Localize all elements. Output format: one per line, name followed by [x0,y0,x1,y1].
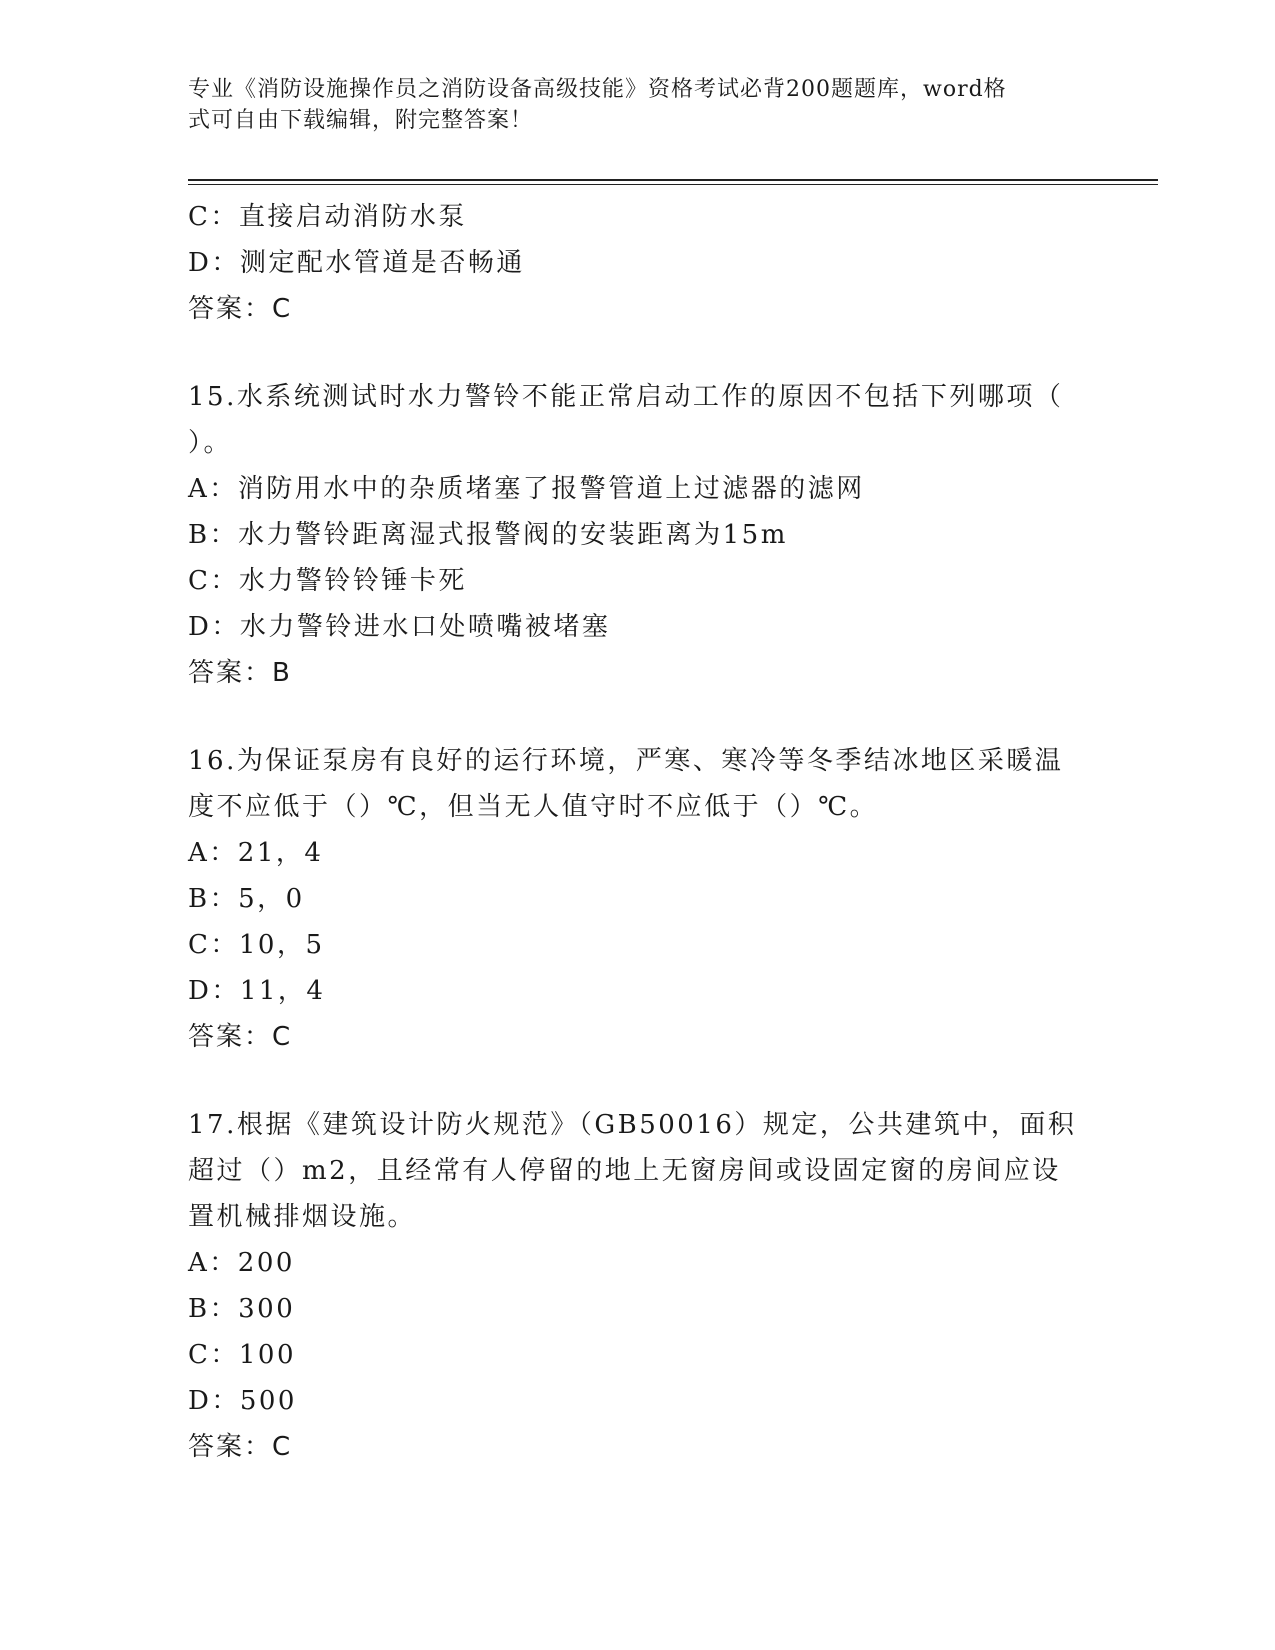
header-divider-thin [188,184,1158,185]
question-text-line-1: 15.水系统测试时水力警铃不能正常启动工作的原因不包括下列哪项（ [188,382,1064,412]
answer-line: 答案：C [188,1432,293,1462]
option-a: A：21，4 [188,838,324,868]
option-a: A：200 [188,1248,295,1278]
question-text-line-1: 16.为保证泵房有良好的运行环境，严寒、寒冷等冬季结冰地区采暖温 [188,746,1064,776]
question-text-line-1: 17.根据《建筑设计防火规范》（GB50016）规定，公共建筑中，面积 [188,1110,1077,1140]
question-text-line-3: 置机械排烟设施。 [188,1202,417,1232]
answer-line: 答案：C [188,1022,293,1052]
option-c: C：100 [188,1340,297,1370]
header-divider [188,179,1158,181]
question-text-line-2: ）。 [188,428,233,458]
option-c: C：水力警铃铃锤卡死 [188,566,467,596]
question-block-17 [188,1102,1088,1470]
question-text-line-2: 度不应低于（）℃，但当无人值守时不应低于（）℃。 [188,792,879,822]
question-block-16 [188,738,1088,1060]
option-d: D：水力警铃进水口处喷嘴被堵塞 [188,612,611,642]
spacer [188,1060,1088,1102]
document-header [188,74,1068,136]
document-body [188,194,1088,1470]
question-block-14-tail [188,194,1088,332]
option-d: D：测定配水管道是否畅通 [188,248,525,278]
option-c: C：直接启动消防水泵 [188,202,467,232]
question-block-15 [188,374,1088,696]
option-a: A：消防用水中的杂质堵塞了报警管道上过滤器的滤网 [188,474,865,504]
option-b: B：水力警铃距离湿式报警阀的安装距离为15m [188,520,788,550]
answer-line: 答案：B [188,658,292,688]
option-b: B：300 [188,1294,296,1324]
option-d: D：500 [188,1386,297,1416]
question-text-line-2: 超过（）m2，且经常有人停留的地上无窗房间或设固定窗的房间应设 [188,1156,1061,1186]
option-b: B：5，0 [188,884,305,914]
spacer [188,696,1088,738]
answer-line: 答案：C [188,294,293,324]
header-line-2: 式可自由下载编辑，附完整答案！ [188,108,534,133]
header-line-1: 专业《消防设施操作员之消防设备高级技能》资格考试必背200题题库，word格 [188,77,1007,102]
spacer [188,332,1088,374]
option-d: D：11，4 [188,976,326,1006]
option-c: C：10，5 [188,930,325,960]
